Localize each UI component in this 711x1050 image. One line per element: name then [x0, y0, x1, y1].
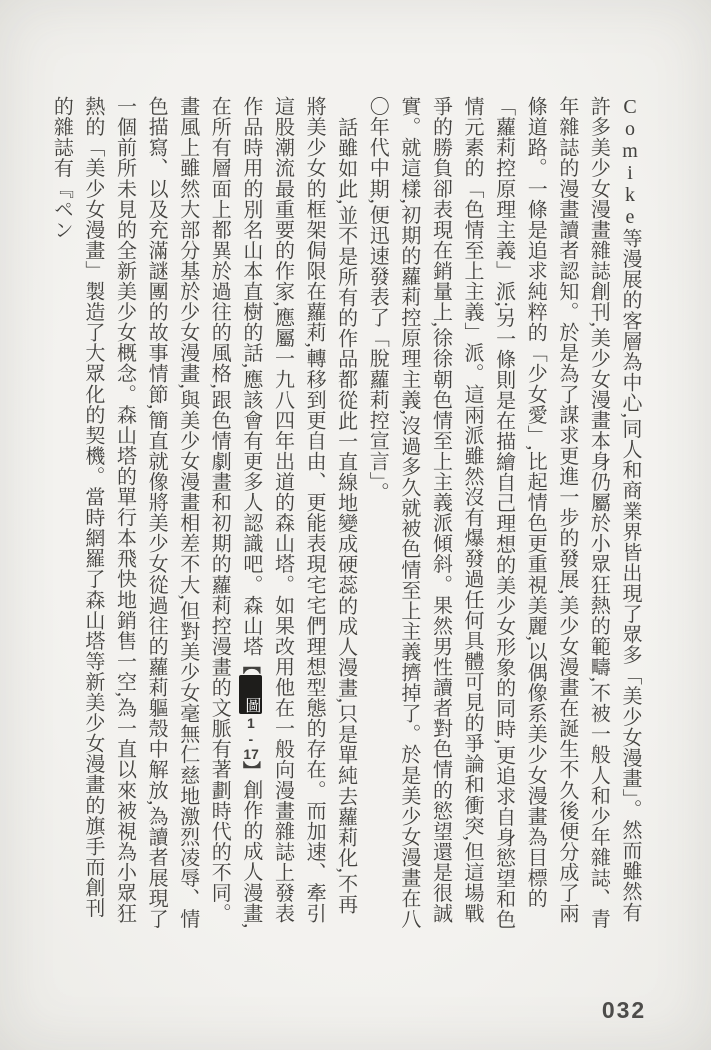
figure-box-icon: 圖 — [239, 675, 261, 714]
figure-bracket-open: 【 — [240, 656, 261, 675]
page-number: 032 — [601, 997, 647, 1023]
figure-number-second: 17 — [243, 747, 259, 762]
paragraph-2 — [45, 96, 361, 930]
vertical-text-block — [50, 96, 645, 930]
figure-bracket-close: 】 — [240, 761, 261, 780]
latin-word-comike: Comike — [619, 96, 641, 228]
paragraph-1-text: 等漫展的客層為中心,同人和商業界皆出現了眾多「美少女漫畫」。然而雖然有許多美少女漫畫雜誌創刊,美少女漫畫本身仍屬於小眾狂熱的範疇,不被一般人和少年雜誌、青年雜誌的漫畫讀者認知。於是為了謀求更進一步的發展,美少女漫畫在誕生不久後便分成了兩條道路。一條是追求純粹的「少女愛」,比起情色更重視美麗,以偶像系美少女漫畫為目標的「蘿莉控原理主義」派;另一條則是在描繪自己理想的美少女形象的同時,更追求自身慾望和色情元素的「色情至上主義」派。這兩派雖然沒有爆發過任何具體可見的爭論和衝突,但這場戰爭的勝負卻表現在銷量上,徐徐朝色情至上主義派傾斜。果然男性讀者對色情的慾望還是很誠實。就這樣,初期的蘿莉控原理主義,沒過多久就被色情至上主義擠掉了。於是美少女漫畫在八〇年代中期,便迅速發表了「脫蘿莉控宣言」。 — [366, 96, 641, 930]
paragraph-2-text-before-figure: 話雖如此,並不是所有的作品都從此一直線地變成硬蕊的成人漫畫,只是單純去蘿莉化,不再將美少女的框架侷限在蘿莉,轉移到更自由、更能表現宅宅們理想型態的存在。而加速、牽引這股潮流最重要的作家,應屬一九八四年出道的森山塔。如果改用他在一般向漫畫雜誌上發表作品時用的別名山本直樹的話,應該會有更多人認識吧。森山塔 — [239, 96, 357, 924]
figure-reference-1-17 — [240, 656, 262, 779]
figure-number-first: 1 — [242, 715, 259, 732]
paragraph-2-text-after-figure: 創作的成人漫畫,在所有層面上都異於過往的風格,跟色情劇畫和初期的蘿莉控漫畫的文脈有著劃時代的不同。畫風上雖然大部分基於少女漫畫,與美少女漫畫相差不大,但對美少女毫無仁慈地激烈凌辱、情色描寫、以及充滿謎團的故事情節,簡直就像將美少女從過往的蘿莉軀殼中解放,為讀者展現了一個前所未見的全新美少女概念。森山塔的單行本飛快地銷售一空,為一直以來被視為小眾狂熱的「美少女漫畫」製造了大眾化的契機。當時網羅了森山塔等新美少女漫畫的旗手而創刊的雜誌有『ペン — [50, 96, 262, 930]
figure-number-dash: - — [242, 731, 259, 748]
paragraph-1 — [361, 96, 645, 930]
